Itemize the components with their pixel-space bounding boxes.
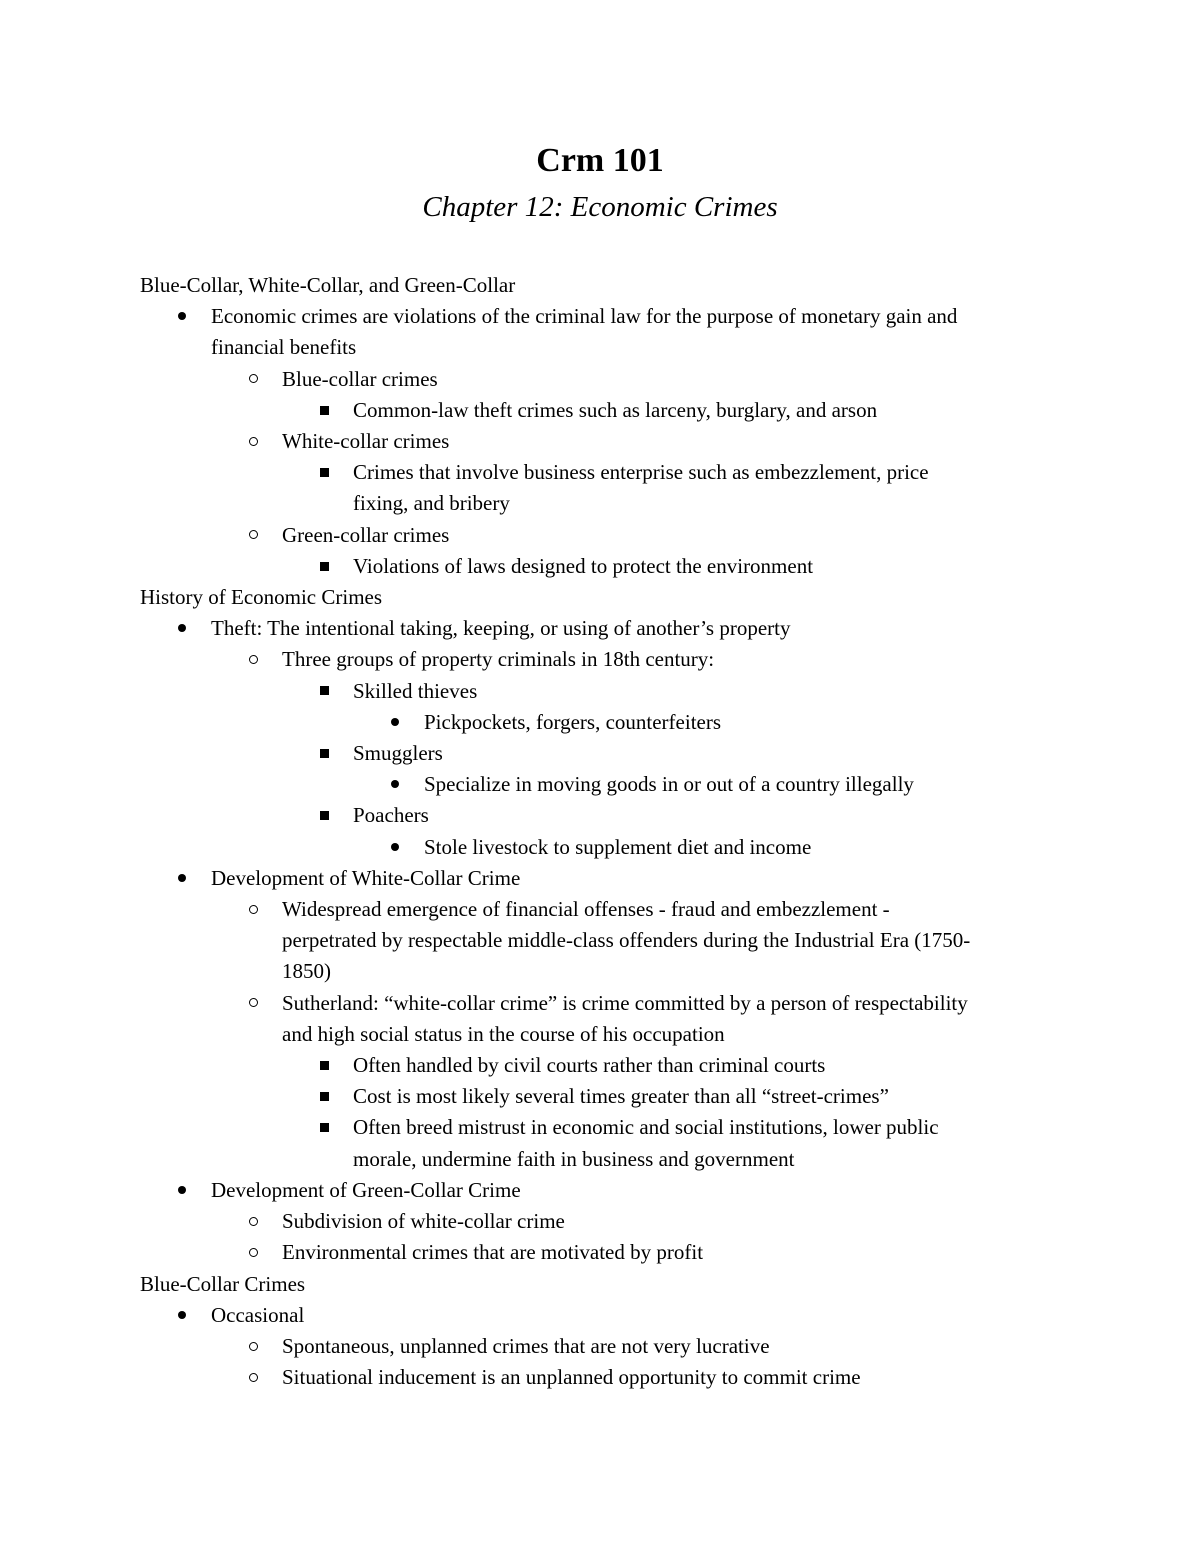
outline-text: Often breed mistrust in economic and social institutions, lower public: [353, 1115, 939, 1140]
outline-text: Violations of laws designed to protect the environment: [353, 553, 814, 578]
outline-item: [140, 769, 1070, 800]
square-bullet-icon: [314, 738, 334, 769]
outline-item: [140, 800, 1070, 831]
outline-item: [140, 738, 1070, 769]
outline-item: [140, 364, 1070, 395]
outline-text: Pickpockets, forgers, counterfeiters: [424, 709, 722, 734]
outline-text: Smugglers: [353, 741, 443, 766]
filled-circle-bullet-icon: [385, 769, 405, 800]
outline-item: [140, 956, 1070, 987]
outline-item: [140, 863, 1070, 894]
hollow-circle-bullet-icon: [243, 1237, 263, 1268]
outline-text: Occasional: [211, 1302, 305, 1327]
outline-text: Blue-Collar, White-Collar, and Green-Collar: [140, 273, 516, 297]
filled-circle-bullet-icon: [172, 301, 192, 332]
outline-item: [140, 1362, 1070, 1393]
outline-text: Blue-collar crimes: [282, 366, 438, 391]
page-title: Crm 101: [536, 142, 664, 179]
outline-text: Specialize in moving goods in or out of a country illegally: [424, 772, 914, 797]
outline-item: [140, 644, 1070, 675]
square-bullet-icon: [314, 676, 334, 707]
outline-item: [140, 1050, 1070, 1081]
outline-item: [140, 925, 1070, 956]
square-bullet-icon: [314, 395, 334, 426]
outline-item: [140, 1206, 1070, 1237]
chapter-subtitle: Chapter 12: Economic Crimes: [422, 191, 778, 223]
filled-circle-bullet-icon: [172, 613, 192, 644]
outline-text: Stole livestock to supplement diet and income: [424, 834, 812, 859]
hollow-circle-bullet-icon: [243, 520, 263, 551]
outline-text: Green-collar crimes: [282, 522, 450, 547]
square-bullet-icon: [314, 800, 334, 831]
outline-item: [140, 551, 1070, 582]
filled-circle-bullet-icon: [385, 832, 405, 863]
outline-text: Spontaneous, unplanned crimes that are not very lucrative: [282, 1333, 770, 1358]
outline-text: morale, undermine faith in business and government: [353, 1146, 795, 1171]
outline-item: [140, 676, 1070, 707]
outline-text: Situational inducement is an unplanned opportunity to commit crime: [282, 1365, 861, 1390]
outline-text: Subdivision of white-collar crime: [282, 1209, 565, 1234]
outline-item: [140, 301, 1070, 332]
outline-item: [140, 894, 1070, 925]
filled-circle-bullet-icon: [385, 707, 405, 738]
outline-text: Sutherland: “white-collar crime” is crime committed by a person of respectability: [282, 990, 968, 1015]
hollow-circle-bullet-icon: [243, 1206, 263, 1237]
outline-item: [140, 707, 1070, 738]
outline-item: [140, 832, 1070, 863]
hollow-circle-bullet-icon: [243, 988, 263, 1019]
outline-item: [140, 1081, 1070, 1112]
outline-item: [140, 520, 1070, 551]
outline-item: [140, 1112, 1070, 1143]
outline-item: [140, 988, 1070, 1019]
filled-circle-bullet-icon: [172, 1175, 192, 1206]
hollow-circle-bullet-icon: [243, 894, 263, 925]
outline-item: [140, 1175, 1070, 1206]
square-bullet-icon: [314, 1081, 334, 1112]
outline-item: [140, 1331, 1070, 1362]
filled-circle-bullet-icon: [172, 863, 192, 894]
filled-circle-bullet-icon: [172, 1300, 192, 1331]
section-heading: [140, 1269, 1070, 1300]
square-bullet-icon: [314, 551, 334, 582]
outline-text: Development of White-Collar Crime: [211, 865, 521, 890]
outline-text: and high social status in the course of his occupation: [282, 1021, 725, 1046]
hollow-circle-bullet-icon: [243, 1362, 263, 1393]
outline-item: [140, 426, 1070, 457]
outline-text: Environmental crimes that are motivated by profit: [282, 1240, 704, 1265]
outline-item: [140, 332, 1070, 363]
outline-text: financial benefits: [211, 335, 357, 360]
outline-item: [140, 1300, 1070, 1331]
outline-text: Cost is most likely several times greater than all “street-crimes”: [353, 1084, 889, 1109]
square-bullet-icon: [314, 1050, 334, 1081]
outline-text: Three groups of property criminals in 18th century:: [282, 647, 715, 672]
outline-text: Crimes that involve business enterprise such as embezzlement, price: [353, 460, 929, 485]
outline-text: Common-law theft crimes such as larceny, burglary, and arson: [353, 397, 878, 422]
hollow-circle-bullet-icon: [243, 364, 263, 395]
outline-text: White-collar crimes: [282, 429, 450, 454]
outline-text: Economic crimes are violations of the criminal law for the purpose of monetary gain and: [211, 304, 958, 329]
outline-item: [140, 1237, 1070, 1268]
outline-text: Widespread emergence of financial offenses - fraud and embezzlement -: [282, 897, 890, 922]
outline-item: [140, 395, 1070, 426]
outline-item: [140, 1019, 1070, 1050]
outline-text: fixing, and bribery: [353, 491, 510, 516]
section-heading: [140, 270, 1070, 301]
outline-text: perpetrated by respectable middle-class offenders during the Industrial Era (1750-: [282, 928, 971, 953]
outline-text: 1850): [282, 959, 331, 984]
hollow-circle-bullet-icon: [243, 644, 263, 675]
outline-item: [140, 613, 1070, 644]
section-heading: [140, 582, 1070, 613]
square-bullet-icon: [314, 457, 334, 488]
outline-text: Theft: The intentional taking, keeping, or using of another’s property: [211, 616, 791, 641]
outline-text: Often handled by civil courts rather than criminal courts: [353, 1053, 826, 1078]
notes-outline: [140, 270, 1070, 1393]
outline-text: Blue-Collar Crimes: [140, 1271, 306, 1296]
outline-item: [140, 488, 1070, 519]
outline-text: Poachers: [353, 803, 429, 828]
hollow-circle-bullet-icon: [243, 1331, 263, 1362]
outline-text: History of Economic Crimes: [140, 585, 383, 610]
outline-item: [140, 1144, 1070, 1175]
outline-item: [140, 457, 1070, 488]
outline-text: Skilled thieves: [353, 678, 478, 703]
outline-text: Development of Green-Collar Crime: [211, 1177, 521, 1202]
square-bullet-icon: [314, 1112, 334, 1143]
hollow-circle-bullet-icon: [243, 426, 263, 457]
